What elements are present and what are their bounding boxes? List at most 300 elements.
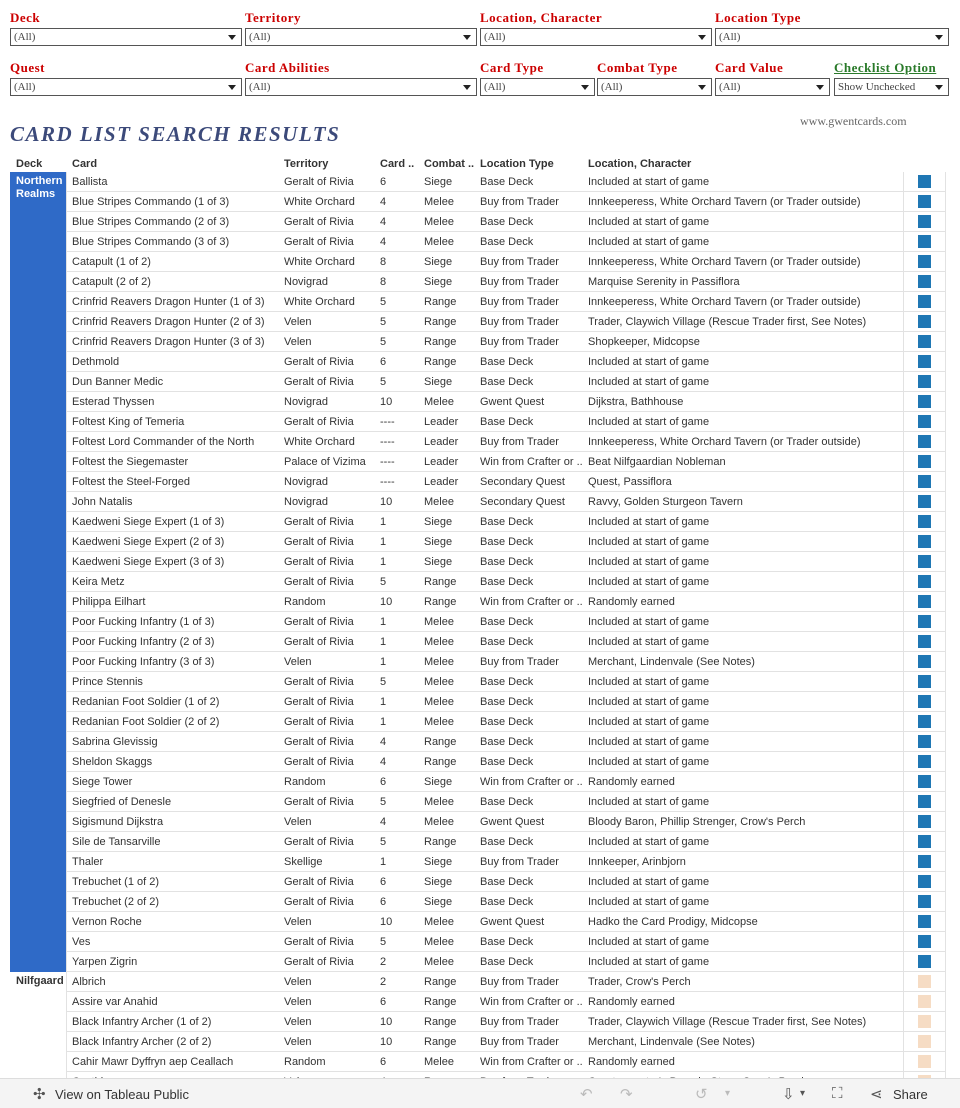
checklist-marker[interactable] — [918, 255, 931, 268]
card-name-cell: Black Infantry Archer (1 of 2) — [72, 1016, 212, 1028]
card-name-cell: Philippa Eilhart — [72, 596, 146, 608]
location-type-cell: Buy from Trader — [480, 656, 559, 668]
checklist-marker[interactable] — [918, 935, 931, 948]
download-icon[interactable]: ⇩ — [782, 1086, 795, 1103]
revert-dropdown-icon[interactable]: ▾ — [725, 1088, 731, 1099]
table-row[interactable] — [10, 352, 946, 372]
table-row[interactable] — [10, 932, 946, 952]
combat-type-cell: Siege — [424, 896, 453, 908]
territory-cell: Geralt of Rivia — [284, 536, 354, 548]
filter-dropdown[interactable] — [834, 78, 949, 96]
card-name-cell: Redanian Foot Soldier (1 of 2) — [72, 696, 220, 708]
table-row[interactable] — [10, 792, 946, 812]
column-divider — [945, 172, 946, 1078]
territory-cell: Geralt of Rivia — [284, 576, 354, 588]
location-type-cell: Buy from Trader — [480, 1016, 559, 1028]
card-name-cell: Catapult (1 of 2) — [72, 256, 151, 268]
card-name-cell: Black Infantry Archer (2 of 2) — [72, 1036, 212, 1048]
chevron-down-icon — [228, 35, 236, 40]
card-value-cell: 6 — [380, 896, 387, 908]
card-value-cell: 10 — [380, 1016, 393, 1028]
checklist-marker[interactable] — [918, 815, 931, 828]
combat-type-cell: Range — [424, 296, 457, 308]
card-name-cell: Blue Stripes Commando (2 of 3) — [72, 216, 230, 228]
table-row[interactable] — [10, 492, 946, 512]
territory-cell: Geralt of Rivia — [284, 376, 354, 388]
filter-dropdown[interactable] — [245, 28, 477, 46]
card-name-cell: Crinfrid Reavers Dragon Hunter (2 of 3) — [72, 316, 265, 328]
combat-type-cell: Melee — [424, 696, 454, 708]
table-row[interactable] — [10, 672, 946, 692]
territory-cell: Velen — [284, 1036, 312, 1048]
page-title: CARD LIST SEARCH RESULTS — [10, 122, 341, 146]
location-type-cell: Base Deck — [480, 836, 534, 848]
table-row[interactable] — [10, 472, 946, 492]
view-on-tableau-public-link[interactable]: View on Tableau Public — [55, 1087, 189, 1102]
table-row[interactable] — [10, 232, 946, 252]
card-value-cell: 10 — [380, 596, 393, 608]
table-row[interactable] — [10, 272, 946, 292]
undo-icon[interactable]: ↶ — [580, 1086, 593, 1103]
checklist-marker[interactable] — [918, 295, 931, 308]
table-row[interactable] — [10, 412, 946, 432]
checklist-marker[interactable] — [918, 455, 931, 468]
checklist-marker[interactable] — [918, 735, 931, 748]
table-row[interactable] — [10, 212, 946, 232]
territory-cell: Velen — [284, 816, 312, 828]
card-value-cell: 1 — [380, 556, 387, 568]
table-row[interactable] — [10, 772, 946, 792]
location-character-cell: Merchant, Lindenvale (See Notes) — [588, 656, 755, 668]
site-url[interactable]: www.gwentcards.com — [800, 114, 907, 128]
location-type-cell: Base Deck — [480, 516, 534, 528]
table-row[interactable] — [10, 292, 946, 312]
share-icon[interactable]: ⋖ — [870, 1086, 883, 1103]
filter-dropdown[interactable] — [480, 28, 712, 46]
table-row[interactable] — [10, 852, 946, 872]
combat-type-cell: Melee — [424, 196, 454, 208]
checklist-marker[interactable] — [918, 855, 931, 868]
filter-value: Show Unchecked — [838, 81, 916, 93]
table-row[interactable] — [10, 652, 946, 672]
location-type-cell: Gwent Quest — [480, 396, 545, 408]
checklist-marker[interactable] — [918, 355, 931, 368]
card-name-cell: Trebuchet (1 of 2) — [72, 876, 160, 888]
combat-type-cell: Siege — [424, 376, 453, 388]
checklist-marker[interactable] — [918, 535, 931, 548]
location-character-cell: Bloody Baron, Phillip Strenger, Crow's Perch — [588, 816, 806, 828]
checklist-marker[interactable] — [918, 675, 931, 688]
territory-cell: White Orchard — [284, 296, 355, 308]
territory-cell: Velen — [284, 976, 312, 988]
checklist-marker[interactable] — [918, 795, 931, 808]
location-character-cell: Included at start of game — [588, 176, 710, 188]
card-name-cell: Poor Fucking Infantry (3 of 3) — [72, 656, 215, 668]
card-name-cell: Trebuchet (2 of 2) — [72, 896, 160, 908]
combat-type-cell: Siege — [424, 516, 453, 528]
card-name-cell: Cahir Mawr Dyffryn aep Ceallach — [72, 1056, 234, 1068]
table-row[interactable] — [10, 332, 946, 352]
location-type-cell: Gwent Quest — [480, 916, 545, 928]
column-divider — [66, 172, 67, 1078]
filter-label: Card Value — [715, 60, 784, 75]
card-value-cell: ---- — [380, 436, 395, 448]
territory-cell: Geralt of Rivia — [284, 796, 354, 808]
checklist-marker[interactable] — [918, 695, 931, 708]
combat-type-cell: Range — [424, 736, 457, 748]
location-character-cell: Trader, Claywich Village (Rescue Trader first, See Notes) — [588, 1016, 867, 1028]
header-deck[interactable]: Deck — [16, 158, 43, 170]
card-name-cell: Redanian Foot Soldier (2 of 2) — [72, 716, 220, 728]
table-row[interactable] — [10, 392, 946, 412]
location-character-cell: Included at start of game — [588, 936, 710, 948]
card-name-cell: Vernon Roche — [72, 916, 142, 928]
combat-type-cell: Melee — [424, 916, 454, 928]
deck-label: Nilfgaard — [16, 975, 64, 987]
location-character-cell: Included at start of game — [588, 756, 710, 768]
checklist-marker[interactable] — [918, 435, 931, 448]
territory-cell: Novigrad — [284, 496, 329, 508]
card-name-cell: Siegfried of Denesle — [72, 796, 172, 808]
header-territory[interactable]: Territory — [284, 158, 329, 170]
card-name-cell: Albrich — [72, 976, 106, 988]
location-character-cell: Included at start of game — [588, 956, 710, 968]
table-row[interactable] — [10, 892, 946, 912]
filter-panel — [0, 0, 960, 110]
card-value-cell: 5 — [380, 296, 387, 308]
filter-label: Territory — [245, 10, 301, 25]
checklist-marker[interactable] — [918, 495, 931, 508]
table-row[interactable] — [10, 992, 946, 1012]
filter-dropdown[interactable] — [715, 78, 830, 96]
card-value-cell: 1 — [380, 636, 387, 648]
table-row[interactable] — [10, 832, 946, 852]
card-value-cell: ---- — [380, 476, 395, 488]
combat-type-cell: Range — [424, 1036, 457, 1048]
combat-type-cell: Melee — [424, 216, 454, 228]
combat-type-cell: Siege — [424, 776, 453, 788]
header-card-value[interactable]: Card .. — [380, 158, 415, 170]
filter-dropdown[interactable] — [10, 78, 242, 96]
chevron-down-icon — [581, 85, 589, 90]
location-type-cell: Secondary Quest — [480, 496, 565, 508]
checklist-marker[interactable] — [918, 875, 931, 888]
table-row[interactable] — [10, 712, 946, 732]
checklist-marker[interactable] — [918, 635, 931, 648]
combat-type-cell: Siege — [424, 536, 453, 548]
card-name-cell: Assire var Anahid — [72, 996, 158, 1008]
filter-value: (All) — [719, 31, 741, 43]
location-character-cell: Randomly earned — [588, 1056, 675, 1068]
location-character-cell: Included at start of game — [588, 836, 710, 848]
filter-dropdown[interactable] — [715, 28, 949, 46]
combat-type-cell: Melee — [424, 676, 454, 688]
checklist-marker[interactable] — [918, 975, 931, 988]
territory-cell: Velen — [284, 996, 312, 1008]
filter-label: Card Abilities — [245, 60, 330, 75]
card-name-cell: Foltest King of Temeria — [72, 416, 185, 428]
table-row[interactable] — [10, 812, 946, 832]
territory-cell: Palace of Vizima — [284, 456, 366, 468]
checklist-marker[interactable] — [918, 895, 931, 908]
card-value-cell: 4 — [380, 236, 387, 248]
location-type-cell: Base Deck — [480, 636, 534, 648]
card-value-cell: 1 — [380, 536, 387, 548]
card-value-cell: 10 — [380, 496, 393, 508]
combat-type-cell: Range — [424, 576, 457, 588]
table-row[interactable] — [10, 612, 946, 632]
location-character-cell: Included at start of game — [588, 376, 710, 388]
combat-type-cell: Range — [424, 356, 457, 368]
location-character-cell: Included at start of game — [588, 236, 710, 248]
download-dropdown-icon[interactable]: ▾ — [800, 1088, 806, 1099]
combat-type-cell: Melee — [424, 1056, 454, 1068]
filter-label: Quest — [10, 60, 45, 75]
tableau-logo-icon: ✣ — [33, 1086, 46, 1103]
location-character-cell: Included at start of game — [588, 536, 710, 548]
header-combat-type[interactable]: Combat .. — [424, 158, 475, 170]
header-card[interactable]: Card — [72, 158, 98, 170]
location-type-cell: Buy from Trader — [480, 856, 559, 868]
card-name-cell: Ves — [72, 936, 91, 948]
location-character-cell: Dijkstra, Bathhouse — [588, 396, 684, 408]
card-value-cell: 1 — [380, 656, 387, 668]
chevron-down-icon — [935, 85, 943, 90]
checklist-marker[interactable] — [918, 955, 931, 968]
card-name-cell: Catapult (2 of 2) — [72, 276, 151, 288]
checklist-marker[interactable] — [918, 415, 931, 428]
table-row[interactable] — [10, 972, 946, 992]
chevron-down-icon — [935, 35, 943, 40]
table-row[interactable] — [10, 572, 946, 592]
table-row[interactable] — [10, 552, 946, 572]
table-row[interactable] — [10, 452, 946, 472]
filter-value: (All) — [484, 31, 506, 43]
location-character-cell: Included at start of game — [588, 696, 710, 708]
table-row[interactable] — [10, 872, 946, 892]
table-row[interactable] — [10, 752, 946, 772]
card-name-cell: Crinfrid Reavers Dragon Hunter (3 of 3) — [72, 336, 265, 348]
territory-cell: Velen — [284, 656, 312, 668]
combat-type-cell: Melee — [424, 636, 454, 648]
location-character-cell: Shopkeeper, Midcopse — [588, 336, 700, 348]
location-character-cell: Trader, Crow's Perch — [588, 976, 691, 988]
territory-cell: Geralt of Rivia — [284, 936, 354, 948]
territory-cell: Skellige — [284, 856, 323, 868]
redo-icon[interactable]: ↷ — [620, 1086, 633, 1103]
table-row[interactable] — [10, 692, 946, 712]
location-character-cell: Innkeeperess, White Orchard Tavern (or Trader outside) — [588, 436, 861, 448]
checklist-marker[interactable] — [918, 595, 931, 608]
location-type-cell: Buy from Trader — [480, 256, 559, 268]
card-value-cell: 5 — [380, 836, 387, 848]
table-row[interactable] — [10, 432, 946, 452]
header-location-character[interactable]: Location, Character — [588, 158, 692, 170]
table-row[interactable] — [10, 512, 946, 532]
location-type-cell: Base Deck — [480, 616, 534, 628]
checklist-marker[interactable] — [918, 1055, 931, 1068]
combat-type-cell: Leader — [424, 436, 459, 448]
territory-cell: Geralt of Rivia — [284, 876, 354, 888]
card-value-cell: 8 — [380, 276, 387, 288]
checklist-marker[interactable] — [918, 195, 931, 208]
checklist-marker[interactable] — [918, 995, 931, 1008]
table-row[interactable] — [10, 592, 946, 612]
location-type-cell: Base Deck — [480, 536, 534, 548]
territory-cell: Geralt of Rivia — [284, 716, 354, 728]
card-value-cell: 4 — [380, 216, 387, 228]
table-row[interactable] — [10, 1032, 946, 1052]
combat-type-cell: Siege — [424, 256, 453, 268]
table-row[interactable] — [10, 312, 946, 332]
card-name-cell: Sile de Tansarville — [72, 836, 161, 848]
combat-type-cell: Range — [424, 836, 457, 848]
territory-cell: Geralt of Rivia — [284, 556, 354, 568]
checklist-marker[interactable] — [918, 175, 931, 188]
location-type-cell: Base Deck — [480, 556, 534, 568]
checklist-marker[interactable] — [918, 515, 931, 528]
filter-value: (All) — [249, 81, 271, 93]
checklist-marker[interactable] — [918, 615, 931, 628]
card-value-cell: 10 — [380, 916, 393, 928]
combat-type-cell: Melee — [424, 496, 454, 508]
table-row[interactable] — [10, 1012, 946, 1032]
location-character-cell: Quest, Passiflora — [588, 476, 672, 488]
fullscreen-icon[interactable]: ⛶ — [832, 1085, 843, 1102]
chevron-down-icon — [228, 85, 236, 90]
filter-label: Card Type — [480, 60, 544, 75]
table-row[interactable] — [10, 732, 946, 752]
location-type-cell: Base Deck — [480, 716, 534, 728]
card-value-cell: 4 — [380, 196, 387, 208]
location-type-cell: Base Deck — [480, 236, 534, 248]
table-row[interactable] — [10, 912, 946, 932]
table-row[interactable] — [10, 372, 946, 392]
filter-dropdown[interactable] — [245, 78, 477, 96]
combat-type-cell: Range — [424, 316, 457, 328]
table-row[interactable] — [10, 192, 946, 212]
location-character-cell: Included at start of game — [588, 576, 710, 588]
card-value-cell: 1 — [380, 516, 387, 528]
table-row[interactable] — [10, 172, 946, 192]
header-location-type[interactable]: Location Type — [480, 158, 554, 170]
combat-type-cell: Range — [424, 756, 457, 768]
territory-cell: White Orchard — [284, 436, 355, 448]
combat-type-cell: Siege — [424, 276, 453, 288]
location-type-cell: Base Deck — [480, 956, 534, 968]
territory-cell: Velen — [284, 916, 312, 928]
card-name-cell: Poor Fucking Infantry (1 of 3) — [72, 616, 215, 628]
territory-cell: Geralt of Rivia — [284, 516, 354, 528]
card-value-cell: 5 — [380, 376, 387, 388]
table-row[interactable] — [10, 252, 946, 272]
chevron-down-icon — [463, 35, 471, 40]
filter-value: (All) — [14, 81, 36, 93]
filter-value: (All) — [601, 81, 623, 93]
share-button[interactable]: Share — [893, 1087, 928, 1102]
table-row[interactable] — [10, 632, 946, 652]
card-name-cell: Esterad Thyssen — [72, 396, 155, 408]
checklist-marker[interactable] — [918, 475, 931, 488]
filter-dropdown[interactable] — [480, 78, 595, 96]
checklist-marker[interactable] — [918, 755, 931, 768]
checklist-marker[interactable] — [918, 835, 931, 848]
checklist-marker[interactable] — [918, 375, 931, 388]
location-character-cell: Ravvy, Golden Sturgeon Tavern — [588, 496, 743, 508]
card-name-cell: Blue Stripes Commando (1 of 3) — [72, 196, 230, 208]
combat-type-cell: Melee — [424, 716, 454, 728]
location-character-cell: Beat Nilfgaardian Nobleman — [588, 456, 726, 468]
checklist-marker[interactable] — [918, 655, 931, 668]
location-type-cell: Base Deck — [480, 216, 534, 228]
territory-cell: Geralt of Rivia — [284, 956, 354, 968]
location-type-cell: Buy from Trader — [480, 436, 559, 448]
card-name-cell: Keira Metz — [72, 576, 125, 588]
card-name-cell: Siege Tower — [72, 776, 133, 788]
checklist-marker[interactable] — [918, 1035, 931, 1048]
table-row[interactable] — [10, 952, 946, 972]
card-value-cell: 2 — [380, 976, 387, 988]
territory-cell: Random — [284, 1056, 326, 1068]
location-character-cell: Randomly earned — [588, 596, 675, 608]
location-type-cell: Secondary Quest — [480, 476, 565, 488]
checklist-marker[interactable] — [918, 315, 931, 328]
checklist-marker[interactable] — [918, 775, 931, 788]
checklist-marker[interactable] — [918, 275, 931, 288]
checklist-marker[interactable] — [918, 235, 931, 248]
checklist-marker[interactable] — [918, 215, 931, 228]
territory-cell: Geralt of Rivia — [284, 696, 354, 708]
filter-dropdown[interactable] — [10, 28, 242, 46]
checklist-marker[interactable] — [918, 575, 931, 588]
table-row[interactable] — [10, 1052, 946, 1072]
filter-label: Location Type — [715, 10, 801, 25]
combat-type-cell: Melee — [424, 816, 454, 828]
location-type-cell: Buy from Trader — [480, 976, 559, 988]
location-type-cell: Base Deck — [480, 676, 534, 688]
filter-dropdown[interactable] — [597, 78, 712, 96]
card-value-cell: 4 — [380, 756, 387, 768]
combat-type-cell: Range — [424, 596, 457, 608]
filter-label[interactable]: Checklist Option — [834, 60, 937, 75]
combat-type-cell: Siege — [424, 176, 453, 188]
card-value-cell: 6 — [380, 356, 387, 368]
checklist-marker[interactable] — [918, 915, 931, 928]
card-value-cell: 4 — [380, 816, 387, 828]
territory-cell: Geralt of Rivia — [284, 836, 354, 848]
checklist-marker[interactable] — [918, 1015, 931, 1028]
revert-icon[interactable]: ↺ — [695, 1086, 708, 1103]
card-name-cell: Poor Fucking Infantry (2 of 3) — [72, 636, 215, 648]
card-value-cell: 5 — [380, 796, 387, 808]
card-name-cell: Dun Banner Medic — [72, 376, 164, 388]
checklist-marker[interactable] — [918, 395, 931, 408]
column-divider — [903, 172, 904, 1078]
card-value-cell: 10 — [380, 1036, 393, 1048]
location-type-cell: Base Deck — [480, 576, 534, 588]
checklist-marker[interactable] — [918, 715, 931, 728]
checklist-marker[interactable] — [918, 335, 931, 348]
location-character-cell: Included at start of game — [588, 556, 710, 568]
table-row[interactable] — [10, 532, 946, 552]
combat-type-cell: Melee — [424, 796, 454, 808]
territory-cell: Geralt of Rivia — [284, 616, 354, 628]
location-type-cell: Gwent Quest — [480, 816, 545, 828]
location-character-cell: Hadko the Card Prodigy, Midcopse — [588, 916, 758, 928]
card-name-cell: Kaedweni Siege Expert (3 of 3) — [72, 556, 225, 568]
location-character-cell: Included at start of game — [588, 416, 710, 428]
checklist-marker[interactable] — [918, 555, 931, 568]
